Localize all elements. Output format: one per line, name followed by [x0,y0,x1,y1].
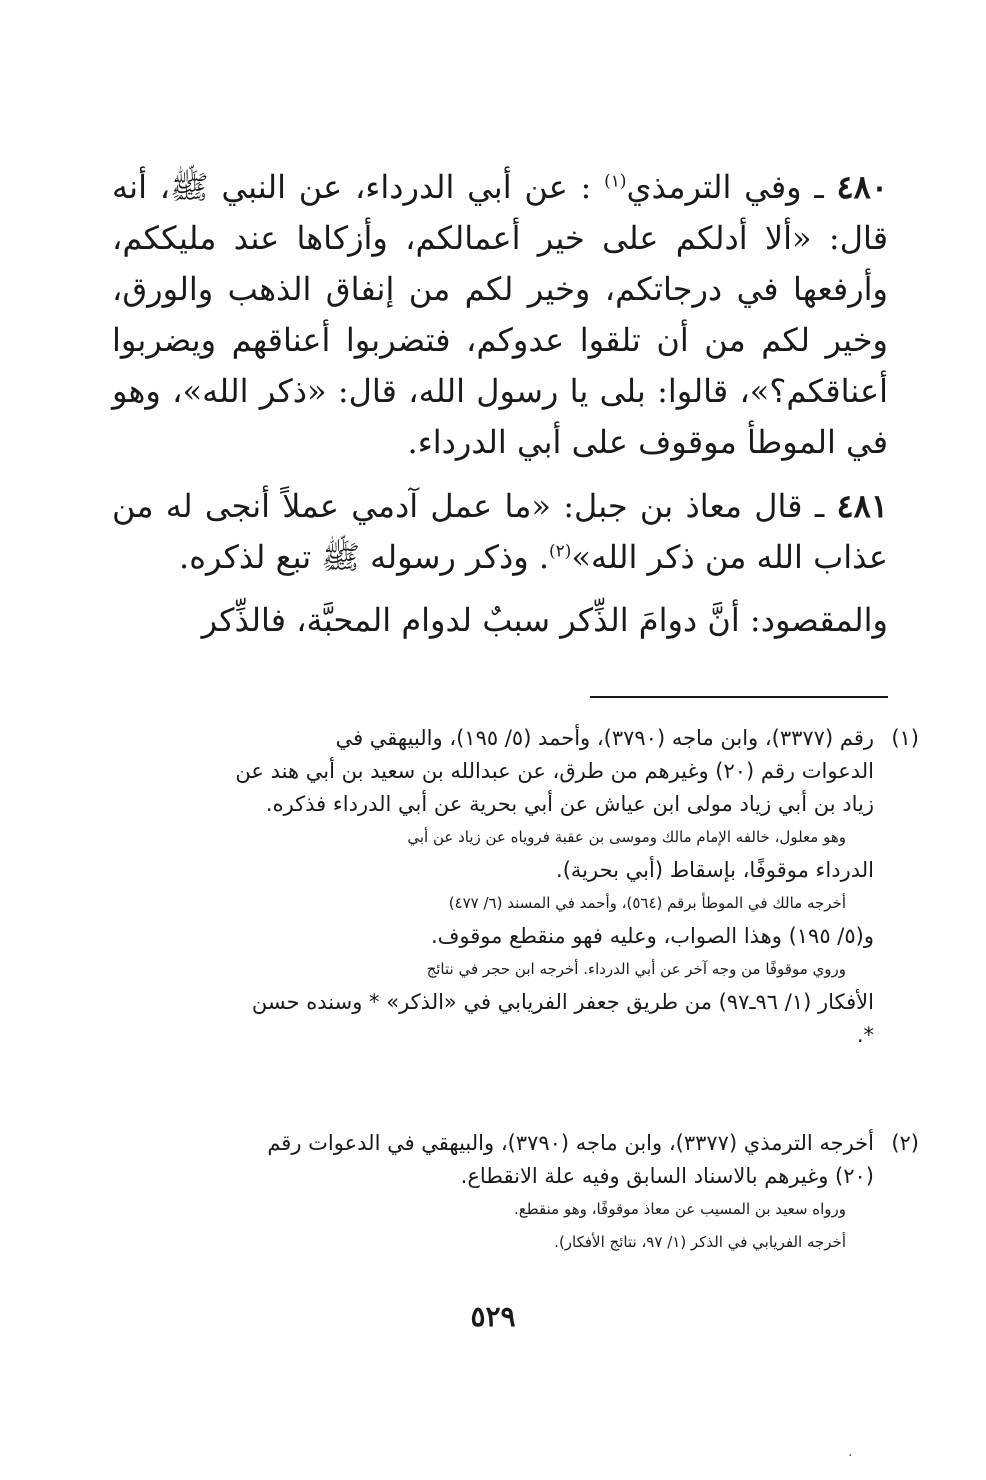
footnote-line: *. [856,1023,874,1047]
footnote-line: ورواه سعيد بن المسيب عن معاذ موقوفًا، وهو منقطع. [513,1200,846,1218]
footnote-line: (٢٠) وغيرهم بالاسناد السابق وفيه علة الانقطاع. [460,1164,874,1188]
paragraph-text: : عن أبي الدرداء، عن النبي ﷺ، أنه قال: «ألا أدلكم على خير أعمالكم، وأزكاها عند مليككم، وأرفعها في درجاتكم، وخير لكم من إنفاق الذهب والورق، وخير لكم من أن تلقوا عدوكم، فتضربوا أعناقهم ويضربوا أعناقكم؟»، قالوا: بلى يا رسول الله، قال: «ذكر الله»، وهو في الموطأ موقوف على أبي الدرداء. [112,168,888,461]
footnote-line: أخرجه الترمذي (٣٣٧٧)، وابن ماجه (٣٧٩٠)، والبيهقي في الدعوات رقم [267,1131,874,1155]
footnote-2 [114,1127,919,1259]
footnote-ref-2[interactable]: (٢) [548,541,572,562]
scan-speck: · [848,1448,853,1464]
paragraph-continuation [112,595,888,646]
hadith-number: ٤٨١ [836,487,888,525]
footnote-ref-1[interactable]: (١) [604,171,627,192]
footnote-line: الدرداء موقوفًا، بإسقاط (أبي بحرية). [556,858,874,882]
page-number: ٥٢٩ [470,1300,516,1333]
paragraph-481 [112,481,888,583]
footnote-line: وهو معلول، خالفه الإمام مالك وموسى بن عقبة فروياه عن زياد عن أبي [407,828,846,846]
footnote-line: أخرجه مالك في الموطأ برقم (٥٦٤)، وأحمد في المسند (٦/ ٤٧٧) [448,894,846,912]
footnote-line: و(٥/ ١٩٥) وهذا الصواب، وعليه فهو منقطع موقوف. [430,924,874,948]
footnote-line: الأفكار (١/ ٩٦ـ٩٧) من طريق جعفر الفريابي في «الذكر» * وسنده حسن [251,990,874,1014]
footnote-1 [114,722,919,1052]
paragraph-lead: ـ قال معاذ بن جبل: «ما عمل آدمي عملاً أنجى له من عذاب الله من ذكر الله» [112,487,888,576]
hadith-number: ٤٨٠ [836,168,889,206]
footnote-line: أخرجه الفريابي في الذكر (١/ ٩٧، نتائج الأفكار). [554,1233,846,1251]
paragraph-480 [112,162,888,468]
footnote-line: زياد بن أبي زياد مولى ابن عياش عن أبي بحرية عن أبي الدرداء فذكره. [265,792,874,816]
footnote-line: رقم (٣٣٧٧)، وابن ماجه (٣٧٩٠)، وأحمد (٥/ ١٩٥)، والبيهقي في [335,726,874,750]
footnote-line: وروي موقوفًا من وجه آخر عن أبي الدرداء. أخرجه ابن حجر في نتائج [426,960,846,978]
paragraph-text: . وذكر رسوله ﷺ تبع لذكره. [179,538,549,576]
paragraph-lead: ـ وفي الترمذي [626,168,837,206]
footnote-marker: (٢) [891,1131,919,1155]
footnote-separator [590,696,888,698]
footnote-line: الدعوات رقم (٢٠) وغيرهم من طرق، عن عبدالله بن سعيد بن أبي هند عن [235,759,874,783]
paragraph-text: والمقصود: أنَّ دوامَ الذِّكر سببٌ لدوام المحبَّة، فالذِّكر [201,601,888,639]
footnote-marker: (١) [891,726,919,750]
